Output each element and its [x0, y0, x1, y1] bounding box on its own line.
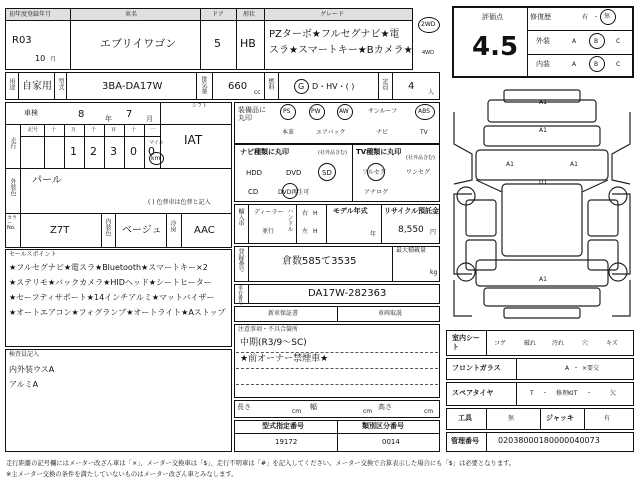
spare-dot1: ・ [542, 390, 549, 397]
max-load-kg: kg [430, 269, 438, 276]
seat-item-4: 穴 [582, 340, 589, 347]
drive-4wd: 4WD [422, 50, 434, 56]
mileage-digit-3: 0 [130, 145, 137, 158]
spare-label: スペアタイヤ [452, 389, 494, 397]
navi-dvd: DVD [286, 169, 302, 177]
inspection-year-unit: 年 [105, 115, 112, 123]
tv-analog: アナログ [364, 189, 389, 196]
seat-item-2: 破れ [524, 340, 537, 347]
use-label: 用途 [8, 78, 15, 90]
plate-value: 倉数585て3535 [282, 256, 357, 267]
inspector-notes-label: 検査員記入 [9, 351, 40, 358]
panel-label-3: A1 [506, 161, 514, 168]
mileage-label: 走行 [9, 137, 16, 149]
shape-label: 形状 [243, 11, 256, 18]
ext-c: C [616, 38, 621, 45]
jack-value: 有 [604, 415, 611, 422]
handle-right: 右 [302, 210, 309, 217]
interior-value: ベージュ [122, 225, 162, 236]
equipment-label: 装備品に丸印 [238, 106, 266, 123]
model-year-label: モデル年式 [333, 207, 368, 215]
navi-sub: (社外品含む) [318, 150, 347, 156]
cap-value: 4 [408, 81, 415, 92]
fuel-label: 燃料 [267, 78, 274, 90]
fuel-rest: D・HV・( ) [312, 82, 355, 91]
navi-label: ナビ種類に丸印 [240, 148, 289, 156]
recycle-label: リサイクル預託金 [384, 207, 440, 215]
spare-dot2: ・ [586, 390, 593, 397]
dims-height-cm: cm [424, 408, 434, 415]
class-number-label: 類別区分番号 [362, 422, 404, 430]
color-code-label: カラー No. [7, 215, 18, 231]
color-code: Z7T [50, 225, 70, 236]
equip-pw: PW [311, 108, 321, 115]
glass-dot: ・ [573, 365, 580, 372]
doors-value: 5 [214, 37, 221, 50]
max-load-label: 最大積載量 [396, 247, 427, 254]
tv-oneseg: ワンセグ [406, 169, 431, 176]
mgmt-label: 管理番号 [451, 437, 479, 445]
shape-value: HB [240, 37, 256, 50]
inspector-note-2: アルミA [9, 380, 39, 389]
seat-item-5: キズ [606, 340, 618, 347]
inspection-month-unit: 月 [146, 115, 153, 123]
int-a: A [572, 61, 577, 68]
dims-length-cm: cm [292, 408, 302, 415]
model-label: 車名 [125, 11, 138, 18]
navi-dvd-play: DVD再生可 [278, 189, 310, 196]
reg-month-unit: 月 [50, 56, 57, 63]
vin-value: DA17W-282363 [308, 288, 387, 299]
navi-sd: SD [322, 169, 332, 177]
mileage-digit-1: 2 [90, 145, 97, 158]
panel-label-5: U1 [539, 179, 548, 186]
dims-length: 長さ [237, 403, 251, 411]
equip-navi: ナビ [376, 129, 389, 136]
mileage-unit-0: 十 [51, 127, 57, 133]
exterior-label: 外装色 [9, 178, 16, 196]
equip-ps: PS [283, 108, 291, 115]
ext-label: 外装 [536, 37, 550, 45]
sale-points-label: セールスポイント [9, 251, 57, 258]
spare-none: 欠 [610, 390, 617, 397]
repair-yes: 有 [582, 14, 589, 21]
sale-point-2: ★ステリモ★バックカメラ★HIDヘッド★シートヒーター [9, 278, 212, 287]
inspection-year: 8 [78, 109, 85, 120]
type-number-value: 19172 [275, 438, 298, 446]
mgmt-value: 02038000180000040073 [498, 436, 600, 445]
car-damage-diagram [446, 84, 638, 324]
int-label: 内装 [536, 60, 550, 68]
type-number-label: 型式指定番号 [262, 422, 304, 430]
glass-replace: ×要交 [582, 365, 600, 372]
equip-leather: 本革 [282, 129, 295, 136]
footer-note-1: 走行距離の記号欄にはメーター改ざん車は「×」、メーター交換車は「$」、走行不明車は「#」を記入してください。メーター交換で合算表示した場合にも「$」は必要となります。 [6, 460, 516, 467]
panel-label-4: A1 [570, 161, 578, 168]
row2 [5, 72, 440, 100]
mileage-unit-2: 千 [91, 127, 97, 133]
grade-score: 4.5 [472, 32, 519, 62]
grade-line2: スラ★スマートキー★Bカメラ★ [269, 45, 413, 56]
notes-line-2: ★前オーナー禁煙車★ [240, 354, 329, 364]
equip-abs: ABS [418, 108, 430, 115]
inspector-note-1: 内外装ウスA [9, 365, 55, 374]
ac-value: AAC [194, 225, 215, 236]
recycle-yen: 円 [430, 229, 437, 236]
int-b: B [594, 61, 599, 68]
equip-airbag: エアバック [316, 129, 346, 136]
cap-unit: 人 [428, 89, 435, 96]
navi-hdd: HDD [246, 169, 263, 177]
plate-label: 登録番号 [237, 248, 244, 272]
model-year-suffix: 年 [370, 231, 377, 238]
disp-unit: cc [254, 89, 261, 96]
mileage-record-label: 記号 [28, 127, 39, 133]
interior-label: 内装色 [104, 218, 111, 236]
panel-label-1: A1 [539, 99, 547, 106]
repair-no: 無 [604, 13, 611, 20]
header-shade [6, 9, 412, 20]
import-dealer: ディーラー [254, 209, 284, 216]
sale-point-1: ★フルセグナビ★電スラ★Bluetooth★スマートキー×2 [9, 263, 208, 272]
footer-note-2: ※主メーター交換の条件を満たしていないものはメーター改ざん車とみなします。 [6, 471, 238, 478]
tools-label: 工具 [458, 414, 472, 422]
int-c: C [616, 61, 621, 68]
handle-right-h: H [313, 210, 318, 217]
tools-value: 無 [508, 415, 515, 422]
reg-year: R03 [12, 35, 32, 46]
grade-label: グレード [320, 11, 345, 18]
mileage-unit-1: 万 [71, 127, 77, 133]
ac-label: 冷房 [169, 220, 176, 232]
recycle-value: 8,550 [398, 225, 424, 235]
dims-height: 高さ [378, 403, 392, 411]
exterior-value: パール [32, 175, 62, 186]
panel-label-2: A1 [539, 127, 547, 134]
mileage-digit-2: 3 [110, 145, 117, 158]
mileage-unit-3: 百 [111, 127, 117, 133]
mileage-km: km [151, 155, 161, 162]
notes-line-1: 中期(R3/9～SC) [240, 338, 307, 348]
mileage-unit-4: 十 [131, 127, 137, 133]
spare-t: T [530, 390, 534, 397]
seat-item-1: コゲ [494, 340, 507, 347]
glass-a: A [565, 365, 570, 372]
notes-label: 注意事項・不具合箇所 [238, 326, 299, 333]
tv-sub: (社外品含む) [406, 155, 435, 161]
seat-item-3: 汚れ [552, 340, 565, 347]
import-label: 輸入車 [237, 208, 244, 226]
drive-2wd: 2WD [421, 21, 436, 28]
seat-label: 室内シート [452, 334, 480, 352]
grade-line1: PZターボ★フルセグナビ★電 [269, 29, 400, 40]
dims-box [234, 400, 440, 418]
shift-label: シフト [192, 103, 208, 109]
glass-label: フロントガラス [452, 364, 501, 372]
warranty-label: 新車保証書 [268, 310, 299, 317]
mileage-digit-0: 1 [70, 145, 77, 158]
fuel-g: G [298, 82, 305, 91]
mileage-unit-5: 一 [150, 127, 156, 133]
manual-label: 車両取説 [378, 310, 403, 317]
reg-label: 初年度登録年月 [9, 11, 52, 18]
type-label: 型式 [57, 78, 64, 90]
equip-sunroof: サンルーフ [368, 108, 398, 115]
doors-label: ドア [212, 11, 224, 18]
tv-fullseg: フルセグ [362, 169, 386, 176]
inspection-label: 車検 [24, 109, 38, 117]
sale-point-4: ★オートエアコン★フォグランプ★オートライト★Aストップ [9, 308, 226, 317]
exterior-note: ( ) 色替車は色替と記入 [148, 199, 211, 206]
repair-dot: ・ [593, 14, 600, 21]
spare-kit: 修理KIT [556, 390, 578, 397]
equip-tv: TV [420, 129, 428, 136]
grade-label: 評価点 [482, 13, 503, 21]
class-number-value: 0014 [382, 438, 400, 446]
handle-label: ハンドル [286, 208, 293, 232]
repair-label: 修復歴 [530, 13, 551, 21]
handle-left-h: H [313, 228, 318, 235]
inspection-month: 7 [126, 109, 133, 120]
ext-a: A [572, 38, 577, 45]
reg-month: 10 [35, 54, 46, 63]
use-value: 自家用 [22, 81, 52, 92]
navi-cd: CD [248, 188, 259, 196]
vin-label: 車台番号 [237, 285, 243, 305]
panel-label-6: A1 [539, 276, 547, 283]
tv-label: TV種類に丸印 [356, 148, 402, 156]
jack-label: ジャッキ [546, 414, 574, 422]
dims-width: 幅 [310, 403, 317, 411]
equip-aw: AW [339, 108, 349, 115]
cap-label: 定員 [381, 78, 388, 90]
disp-value: 660 [228, 81, 248, 92]
ext-b: B [594, 38, 599, 45]
mileage-digit-4: 0 [148, 145, 155, 158]
import-parallel: 並行 [262, 228, 275, 235]
mileage-mile: マイル [149, 140, 164, 146]
shift-value: IAT [184, 133, 203, 147]
sale-point-3: ★セーフティサポート★14インチアルミ★マットバイザー [9, 293, 215, 302]
disp-label: 排気量 [200, 76, 207, 94]
dims-width-cm: cm [363, 408, 373, 415]
handle-left: 左 [302, 228, 309, 235]
type-value: 3BA-DA17W [102, 81, 163, 92]
model-name: エブリイワゴン [100, 37, 177, 50]
